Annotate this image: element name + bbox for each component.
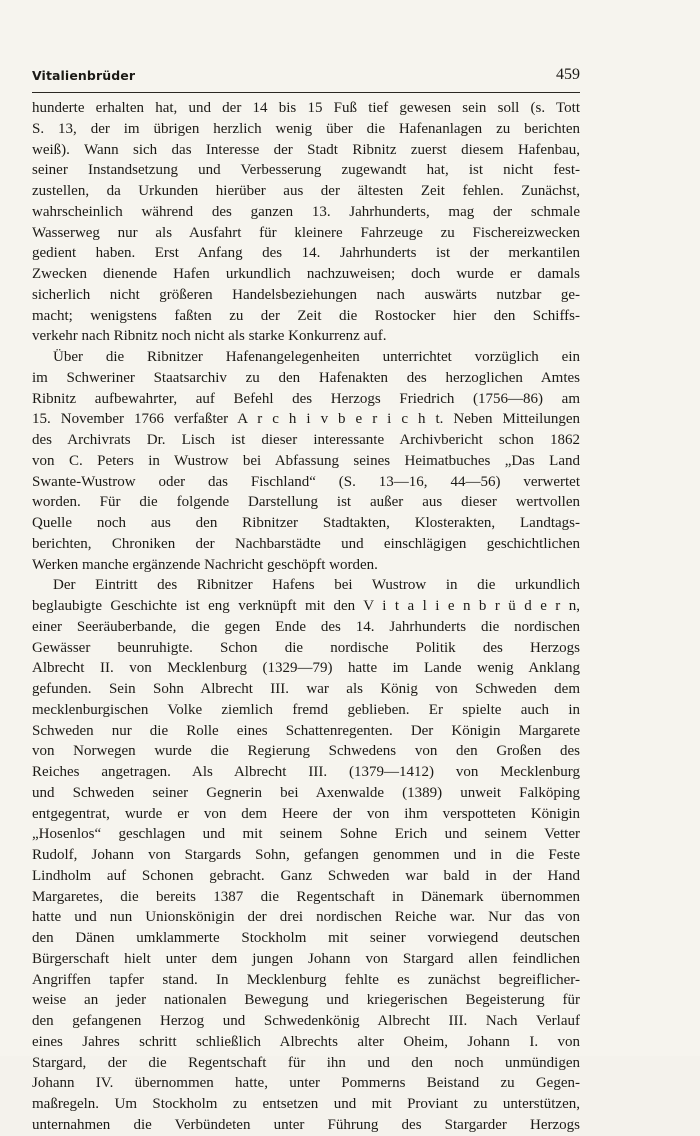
text-line: Schweden nur die Rolle eines Schattenregenten. Der Königin Margarete: [32, 722, 580, 739]
text-line: Über die Ribnitzer Hafenangelegenheiten unterrichtet vorzüglich ein: [53, 349, 580, 365]
text-line: zustellen, da Urkunden hierüber aus der ältesten Zeit fehlen. Zunächst,: [32, 183, 580, 199]
text-line: sicherlich nicht größeren Handelsbeziehungen nach auswärts nutzbar ge-: [32, 286, 580, 303]
text-line: „Hosenlos“ geschlagen und mit seinem Sohne Erich und seinem Vetter: [32, 826, 580, 843]
text-line: seiner Instandsetzung und Verbesserung zugewandt hat, ist nicht fest-: [32, 162, 580, 179]
text-line: Stargard, der die Regentschaft für ihn und den noch unmündigen: [32, 1054, 580, 1071]
text-line: von C. Peters in Wustrow bei Abfassung seines Heimatbuches „Das Land: [32, 452, 580, 469]
text-line: entgegentrat, wurde er von dem Heere der von ihm verspotteten Königin: [32, 805, 580, 822]
text-line: Rudolf, Johann von Stargards Sohn, gefangen genommen und in die Feste: [32, 847, 580, 863]
text-line: Swante-Wustrow oder das Fischland“ (S. 13—16, 44—56) verwertet: [32, 473, 580, 490]
text-line: eines Jahres schritt schließlich Albrechts alter Oheim, Johann I. von: [32, 1033, 580, 1050]
text-line: Werken manche ergänzende Nachricht geschöpft worden.: [32, 556, 378, 573]
text-line: weise an jeder nationalen Bewegung und kriegerischen Begeisterung für: [32, 992, 580, 1009]
text-line: hatte und nun Unionskönigin der drei nordischen Reiche war. Nur das von: [32, 909, 580, 926]
text-line: S. 13, der im übrigen herzlich wenig über die Hafenanlagen zu berichten: [32, 120, 580, 137]
text-line: des Archivrats Dr. Lisch ist dieser interessante Archivbericht schon 1862: [32, 432, 580, 448]
body-text: [32, 98, 580, 1136]
text-line: verkehr nach Ribnitz noch nicht als starke Konkurrenz auf.: [32, 328, 387, 345]
text-line: Margaretes, die bereits 1387 die Regentschaft in Dänemark übernommen: [32, 888, 580, 905]
text-line: Reiches angetragen. Als Albrecht III. (1379—1412) von Mecklenburg: [32, 764, 580, 780]
text-line: von Norwegen wurde die Regierung Schwedens von den Großen des: [32, 743, 580, 760]
text-line: Bürgerschaft hielt unter dem jungen Johann von Stargard allen feindlichen: [32, 950, 580, 967]
text-line: und Schweden seiner Gegnerin bei Axenwalde (1389) unweit Falköping: [32, 784, 580, 801]
text-line: worden. Für die folgende Darstellung ist außer aus dieser wertvollen: [32, 494, 580, 511]
text-line: wahrscheinlich während des ganzen 13. Jahrhunderts, mag der schmale: [32, 203, 580, 220]
text-line: macht; wenigstens faßten zu der Zeit die Rostocker hier den Schiffs-: [32, 307, 580, 324]
text-line: weiß). Wann sich das Interesse der Stadt Ribnitz zuerst diesem Hafenbau,: [32, 141, 580, 158]
text-line: unternahmen die Verbündeten unter Führung des Stargarder Herzogs: [32, 1116, 580, 1133]
text-line: 15. November 1766 verfaßter A r c h i v b e r i c h t. Neben Mitteilungen: [32, 411, 580, 428]
text-line: Gewässer beunruhigte. Schon die nordische Politik des Herzogs: [32, 639, 580, 656]
text-line: den gefangenen Herzog und Schwedenkönig Albrecht III. Nach Verlauf: [32, 1013, 580, 1029]
text-line: gefunden. Sein Sohn Albrecht III. war als König von Schweden dem: [32, 681, 580, 697]
text-line: mecklenburgischen Volke ziemlich fremd geblieben. Er spielte auch in: [32, 701, 580, 718]
text-line: im Schweriner Staatsarchiv zu den Hafenakten des herzoglichen Amtes: [32, 369, 580, 386]
text-line: maßregeln. Um Stockholm zu entsetzen und mit Proviant zu unterstützen,: [32, 1096, 580, 1112]
text-line: Ribnitz aufbewahrter, auf Befehl des Herzogs Friedrich (1756—86) am: [32, 390, 580, 407]
text-line: gedient haben. Erst Anfang des 14. Jahrhunderts ist der merkantilen: [32, 245, 580, 262]
text-line: Der Eintritt des Ribnitzer Hafens bei Wustrow in die urkundlich: [53, 577, 580, 594]
text-line: hunderte erhalten hat, und der 14 bis 15 Fuß tief gewesen sein soll (s. Tott: [32, 100, 580, 116]
text-line: Albrecht II. von Mecklenburg (1329—79) hatte im Lande wenig Anklang: [32, 660, 580, 677]
text-line: einer Seeräuberbande, die gegen Ende des 14. Jahrhunderts die nordischen: [32, 618, 580, 635]
text-line: beglaubigte Geschichte ist eng verknüpft mit den V i t a l i e n b r ü d e r n,: [32, 598, 580, 614]
text-line: berichten, Chroniken der Nachbarstädte und einschlägigen geschichtlichen: [32, 535, 580, 552]
page-number: 459: [556, 66, 580, 83]
text-line: Johann IV. übernommen hatte, unter Pommerns Beistand zu Gegen-: [32, 1075, 580, 1092]
header-rule: [32, 92, 580, 93]
text-line: Lindholm auf Schonen gebracht. Ganz Schweden war bald in der Hand: [32, 867, 580, 884]
text-line: den Dänen umklammerte Stockholm mit seiner vorwiegend deutschen: [32, 930, 580, 946]
running-header: [32, 68, 580, 88]
running-title: Vitalienbrüder: [32, 68, 136, 83]
text-line: Wasserweg nur als Ausfahrt für kleinere Fahrzeuge zu Fischereizwecken: [32, 224, 580, 241]
text-line: Zwecken dienende Hafen urkundlich nachzuweisen; doch wurde er damals: [32, 266, 580, 282]
text-line: Quelle noch aus den Ribnitzer Stadtakten, Klosterakten, Landtags-: [32, 515, 580, 531]
text-line: Angriffen tapfer stand. In Mecklenburg fehlte es zunächst begreiflicher-: [32, 971, 580, 988]
